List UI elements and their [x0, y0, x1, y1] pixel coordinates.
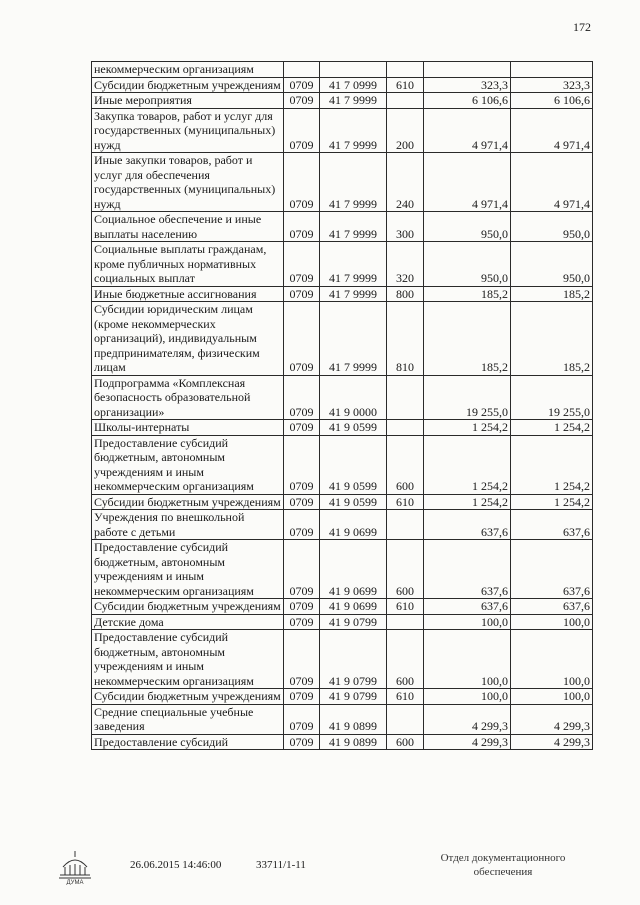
- cell-name: Субсидии бюджетным учреждениям: [92, 494, 284, 510]
- cell-expense-type: 810: [387, 302, 424, 376]
- cell-article: 41 7 9999: [320, 153, 387, 212]
- cell-expense-type: 240: [387, 153, 424, 212]
- cell-expense-type: [387, 704, 424, 734]
- cell-expense-type: [387, 62, 424, 78]
- cell-section: 0709: [284, 494, 320, 510]
- cell-section: 0709: [284, 286, 320, 302]
- cell-section: 0709: [284, 689, 320, 705]
- cell-article: 41 7 0999: [320, 77, 387, 93]
- cell-amount-total: 6 106,6: [511, 93, 593, 109]
- cell-name: Социальное обеспечение и иные выплаты населению: [92, 212, 284, 242]
- cell-name: Иные закупки товаров, работ и услуг для обеспечения государственных (муниципальных) нужд: [92, 153, 284, 212]
- cell-amount-total: 4 971,4: [511, 108, 593, 153]
- cell-amount-2015: 6 106,6: [424, 93, 511, 109]
- cell-expense-type: 800: [387, 286, 424, 302]
- cell-expense-type: [387, 93, 424, 109]
- table-row: [92, 614, 593, 630]
- svg-text:ДУМА: ДУМА: [66, 880, 84, 885]
- cell-name: Иные бюджетные ассигнования: [92, 286, 284, 302]
- table-row: [92, 212, 593, 242]
- table-row: [92, 435, 593, 494]
- cell-amount-2015: 100,0: [424, 689, 511, 705]
- cell-amount-total: 1 254,2: [511, 420, 593, 436]
- cell-amount-total: 185,2: [511, 286, 593, 302]
- cell-amount-2015: 100,0: [424, 630, 511, 689]
- cell-name: Социальные выплаты гражданам, кроме публичных нормативных социальных выплат: [92, 242, 284, 287]
- cell-article: 41 7 9999: [320, 286, 387, 302]
- cell-section: 0709: [284, 540, 320, 599]
- cell-amount-total: 100,0: [511, 689, 593, 705]
- table-row: [92, 153, 593, 212]
- cell-name: Предоставление субсидий: [92, 734, 284, 750]
- cell-amount-total: 19 255,0: [511, 375, 593, 420]
- cell-name: Школы-интернаты: [92, 420, 284, 436]
- cell-amount-2015: 185,2: [424, 302, 511, 376]
- table-row: [92, 510, 593, 540]
- cell-amount-2015: 950,0: [424, 242, 511, 287]
- cell-section: 0709: [284, 435, 320, 494]
- cell-amount-total: 950,0: [511, 212, 593, 242]
- cell-section: 0709: [284, 242, 320, 287]
- cell-expense-type: 610: [387, 494, 424, 510]
- cell-article: 41 9 0799: [320, 630, 387, 689]
- cell-name: Субсидии бюджетным учреждениям: [92, 599, 284, 615]
- cell-amount-2015: 637,6: [424, 599, 511, 615]
- table-row: [92, 420, 593, 436]
- cell-section: 0709: [284, 734, 320, 750]
- cell-name: Субсидии бюджетным учреждениям: [92, 77, 284, 93]
- cell-article: 41 7 9999: [320, 212, 387, 242]
- cell-expense-type: 600: [387, 630, 424, 689]
- cell-expense-type: 610: [387, 689, 424, 705]
- cell-article: 41 9 0899: [320, 734, 387, 750]
- cell-section: 0709: [284, 614, 320, 630]
- cell-expense-type: 320: [387, 242, 424, 287]
- cell-expense-type: 600: [387, 540, 424, 599]
- cell-name: Предоставление субсидий бюджетным, автономным учреждениям и иным некоммерческим организациям: [92, 435, 284, 494]
- cell-name: некоммерческим организациям: [92, 62, 284, 78]
- cell-name: Учреждения по внешкольной работе с детьми: [92, 510, 284, 540]
- cell-section: 0709: [284, 108, 320, 153]
- cell-amount-total: 100,0: [511, 614, 593, 630]
- cell-name: Закупка товаров, работ и услуг для государственных (муниципальных) нужд: [92, 108, 284, 153]
- table-row: [92, 375, 593, 420]
- cell-expense-type: 200: [387, 108, 424, 153]
- cell-name: Предоставление субсидий бюджетным, автономным учреждениям и иным некоммерческим организациям: [92, 540, 284, 599]
- cell-name: Детские дома: [92, 614, 284, 630]
- footer-dept-line1: Отдел документационного: [440, 852, 566, 864]
- cell-amount-2015: 637,6: [424, 510, 511, 540]
- cell-section: 0709: [284, 375, 320, 420]
- cell-article: 41 7 9999: [320, 302, 387, 376]
- cell-section: 0709: [284, 630, 320, 689]
- table-row: [92, 302, 593, 376]
- cell-article: [320, 62, 387, 78]
- cell-section: 0709: [284, 599, 320, 615]
- cell-expense-type: [387, 614, 424, 630]
- cell-name: Субсидии юридическим лицам (кроме некоммерческих организаций), индивидуальным предпринимателям, физическим лицам: [92, 302, 284, 376]
- cell-amount-2015: 1 254,2: [424, 420, 511, 436]
- table-row: [92, 62, 593, 78]
- cell-amount-2015: 19 255,0: [424, 375, 511, 420]
- cell-amount-total: 950,0: [511, 242, 593, 287]
- table-row: [92, 242, 593, 287]
- cell-section: 0709: [284, 77, 320, 93]
- cell-name: Предоставление субсидий бюджетным, автономным учреждениям и иным некоммерческим организациям: [92, 630, 284, 689]
- cell-amount-total: 1 254,2: [511, 494, 593, 510]
- cell-amount-total: 637,6: [511, 599, 593, 615]
- cell-section: 0709: [284, 510, 320, 540]
- cell-expense-type: 610: [387, 77, 424, 93]
- table-row: [92, 540, 593, 599]
- duma-logo-icon: [55, 845, 95, 885]
- cell-expense-type: 610: [387, 599, 424, 615]
- cell-amount-2015: 185,2: [424, 286, 511, 302]
- cell-section: 0709: [284, 93, 320, 109]
- cell-article: 41 7 9999: [320, 93, 387, 109]
- table-row: [92, 77, 593, 93]
- cell-amount-total: 4 971,4: [511, 153, 593, 212]
- cell-article: 41 9 0699: [320, 540, 387, 599]
- cell-expense-type: 600: [387, 435, 424, 494]
- cell-amount-total: 4 299,3: [511, 704, 593, 734]
- cell-name: Подпрограмма «Комплексная безопасность образовательной организации»: [92, 375, 284, 420]
- budget-table: [91, 61, 593, 750]
- cell-amount-total: [511, 62, 593, 78]
- cell-amount-2015: 4 971,4: [424, 108, 511, 153]
- cell-expense-type: 300: [387, 212, 424, 242]
- cell-amount-2015: 637,6: [424, 540, 511, 599]
- cell-article: 41 9 0799: [320, 614, 387, 630]
- budget-table-body: [92, 62, 593, 750]
- cell-article: 41 9 0599: [320, 420, 387, 436]
- cell-amount-2015: 4 299,3: [424, 734, 511, 750]
- cell-amount-2015: [424, 62, 511, 78]
- cell-amount-2015: 100,0: [424, 614, 511, 630]
- cell-article: 41 9 0599: [320, 435, 387, 494]
- table-row: [92, 599, 593, 615]
- cell-article: 41 7 9999: [320, 242, 387, 287]
- cell-amount-total: 185,2: [511, 302, 593, 376]
- table-row: [92, 494, 593, 510]
- cell-section: 0709: [284, 302, 320, 376]
- cell-article: 41 9 0899: [320, 704, 387, 734]
- cell-section: 0709: [284, 212, 320, 242]
- cell-amount-total: 4 299,3: [511, 734, 593, 750]
- cell-amount-2015: 950,0: [424, 212, 511, 242]
- cell-section: 0709: [284, 704, 320, 734]
- cell-expense-type: 600: [387, 734, 424, 750]
- cell-expense-type: [387, 375, 424, 420]
- cell-name: Средние специальные учебные заведения: [92, 704, 284, 734]
- cell-section: 0709: [284, 153, 320, 212]
- table-row: [92, 704, 593, 734]
- table-row: [92, 630, 593, 689]
- cell-name: Иные мероприятия: [92, 93, 284, 109]
- cell-amount-total: 323,3: [511, 77, 593, 93]
- cell-expense-type: [387, 510, 424, 540]
- table-row: [92, 734, 593, 750]
- footer-datetime: 26.06.2015 14:46:00: [130, 859, 222, 871]
- cell-amount-total: 1 254,2: [511, 435, 593, 494]
- page-number: 172: [573, 20, 591, 34]
- cell-article: 41 9 0000: [320, 375, 387, 420]
- footer-dept-line2: обеспечения: [473, 866, 533, 878]
- cell-article: 41 7 9999: [320, 108, 387, 153]
- table-row: [92, 689, 593, 705]
- table-row: [92, 286, 593, 302]
- cell-article: 41 9 0699: [320, 599, 387, 615]
- table-row: [92, 93, 593, 109]
- cell-amount-total: 637,6: [511, 510, 593, 540]
- cell-amount-2015: 323,3: [424, 77, 511, 93]
- cell-expense-type: [387, 420, 424, 436]
- cell-amount-2015: 1 254,2: [424, 494, 511, 510]
- cell-amount-2015: 4 299,3: [424, 704, 511, 734]
- cell-article: 41 9 0799: [320, 689, 387, 705]
- cell-amount-2015: 1 254,2: [424, 435, 511, 494]
- cell-section: [284, 62, 320, 78]
- cell-section: 0709: [284, 420, 320, 436]
- footer-doc-code: 33711/1-11: [256, 859, 306, 871]
- table-row: [92, 108, 593, 153]
- footer-department-stamp: [418, 851, 588, 879]
- cell-article: 41 9 0599: [320, 494, 387, 510]
- cell-amount-total: 637,6: [511, 540, 593, 599]
- cell-amount-2015: 4 971,4: [424, 153, 511, 212]
- cell-article: 41 9 0699: [320, 510, 387, 540]
- cell-name: Субсидии бюджетным учреждениям: [92, 689, 284, 705]
- cell-amount-total: 100,0: [511, 630, 593, 689]
